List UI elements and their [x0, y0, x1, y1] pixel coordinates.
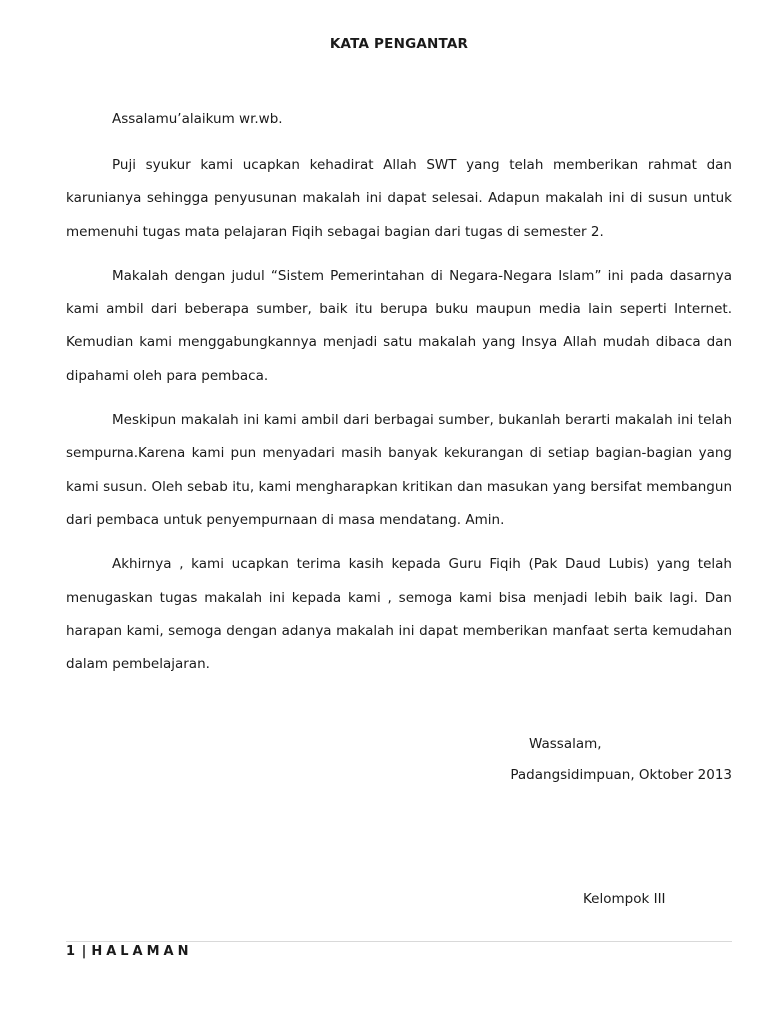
- greeting: Assalamu’alaikum wr.wb.: [112, 111, 283, 127]
- footer-separator: |: [81, 944, 88, 959]
- page-footer: [66, 944, 193, 959]
- body-text: [66, 149, 732, 692]
- paragraph-thanks: Akhirnya , kami ucapkan terima kasih kepada Guru Fiqih (Pak Daud Lubis) yang telah menugaskan tugas makalah ini kepada kami , semoga kami bisa menjadi lebih baik lagi. Dan harapan kami, semoga dengan adanya makalah ini dapat memberikan manfaat serta kemudahan dalam pembelajaran.: [66, 556, 732, 673]
- footer-label: HALAMAN: [91, 944, 193, 959]
- signature-group: Kelompok III: [583, 891, 666, 907]
- paragraph-shortcomings: Meskipun makalah ini kami ambil dari berbagai sumber, bukanlah berarti makalah ini telah sempurna.Karena kami pun menyadari masih banyak kekurangan di setiap bagian-bagian yang kami susun. Oleh sebab itu, kami mengharapkan kritikan dan masukan yang bersifat membangun dari pembaca untuk penyempurnaan di masa mendatang. Amin.: [66, 412, 732, 528]
- page-title: KATA PENGANTAR: [329, 36, 469, 52]
- closing-salutation: Wassalam,: [529, 736, 602, 752]
- paragraph-title-source: Makalah dengan judul “Sistem Pemerintahan di Negara-Negara Islam” ini pada dasarnya kami ambil dari beberapa sumber, baik itu berupa buku maupun media lain seperti Internet. Kemudian kami menggabungkannya menjadi satu makalah yang Insya Allah mudah dibaca dan dipahami oleh para pembaca.: [66, 267, 732, 384]
- page-number: 1: [66, 944, 77, 959]
- paragraph-intro: Puji syukur kami ucapkan kehadirat Allah SWT yang telah memberikan rahmat dan karunianya sehingga penyusunan makalah ini dapat selesai. Adapun makalah ini di susun untuk memenuhi tugas mata pelajaran Fiqih sebagai bagian dari tugas di semester 2.: [66, 157, 732, 240]
- place-date: Padangsidimpuan, Oktober 2013: [510, 767, 732, 783]
- footer-divider: [66, 941, 732, 942]
